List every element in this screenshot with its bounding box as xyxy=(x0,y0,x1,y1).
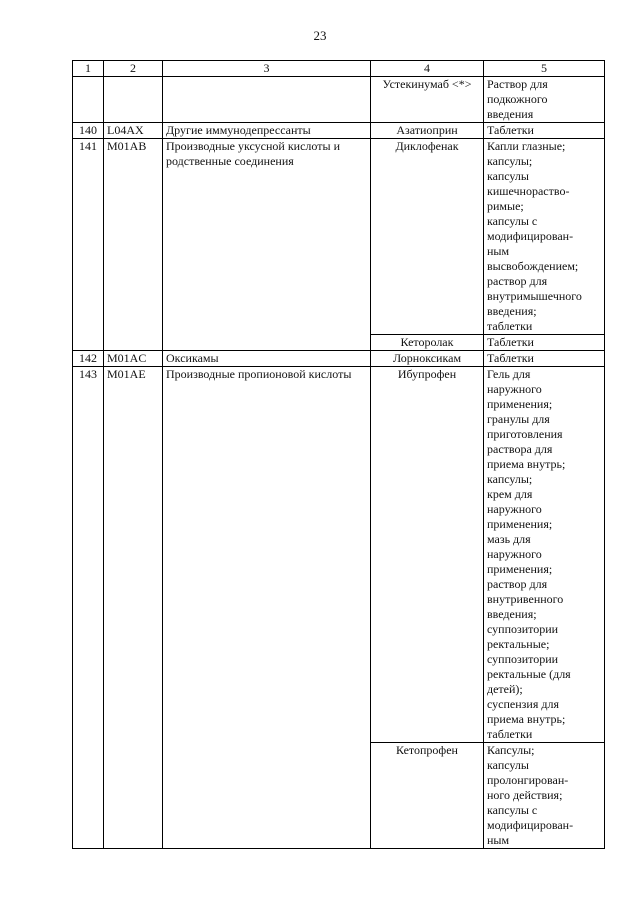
dosage-form-line: раствор для xyxy=(487,274,548,288)
drug-name-cell: Лорноксикам xyxy=(371,351,484,367)
table-row xyxy=(73,367,605,743)
dosage-form-line: капсулы с xyxy=(487,803,538,817)
dosage-form-line: детей); xyxy=(487,682,523,696)
dosage-form-line: ным xyxy=(487,833,510,847)
dosage-form-cell xyxy=(484,77,605,123)
column-header-4: 4 xyxy=(371,61,484,77)
group-name-cell: Другие иммунодепрессанты xyxy=(163,123,371,139)
dosage-form-line: применения; xyxy=(487,397,553,411)
row-number-cell: 140 xyxy=(73,123,104,139)
dosage-form-line: Капли глазные; xyxy=(487,139,566,153)
drug-name-cell: Устекинумаб <*> xyxy=(371,77,484,123)
column-header-3: 3 xyxy=(163,61,371,77)
column-header-2: 2 xyxy=(104,61,163,77)
dosage-form-line: пролонгирован- xyxy=(487,773,569,787)
dosage-form-line: приема внутрь; xyxy=(487,457,566,471)
dosage-form-line: введения; xyxy=(487,607,537,621)
dosage-form-line: суппозитории xyxy=(487,622,559,636)
drug-name-cell: Кетопрофен xyxy=(371,743,484,849)
drug-name-cell: Азатиоприн xyxy=(371,123,484,139)
dosage-form-line: ректальные (для xyxy=(487,667,571,681)
dosage-form-line: внутривенного xyxy=(487,592,564,606)
group-name-cell: Производные пропионовой кислоты xyxy=(163,367,371,849)
table-row xyxy=(73,77,605,123)
dosage-form-line: гранулы для xyxy=(487,412,550,426)
dosage-form-line: модифицирован- xyxy=(487,229,574,243)
row-number-cell: 143 xyxy=(73,367,104,849)
table-row xyxy=(73,123,605,139)
dosage-form-line: ным xyxy=(487,244,510,258)
group-name-cell: Оксикамы xyxy=(163,351,371,367)
dosage-form-cell xyxy=(484,351,605,367)
group-name-cell xyxy=(163,77,371,123)
dosage-form-line: модифицирован- xyxy=(487,818,574,832)
dosage-form-line: приготовления xyxy=(487,427,563,441)
dosage-form-line: Раствор для xyxy=(487,77,548,91)
dosage-form-line: применения; xyxy=(487,562,553,576)
dosage-form-line: высвобождением; xyxy=(487,259,579,273)
dosage-form-cell xyxy=(484,367,605,743)
drug-name-cell: Диклофенак xyxy=(371,139,484,335)
dosage-form-line: ректальные; xyxy=(487,637,550,651)
dosage-form-cell xyxy=(484,139,605,335)
dosage-form-line: наружного xyxy=(487,382,542,396)
dosage-form-line: капсулы xyxy=(487,169,529,183)
row-number-cell xyxy=(73,77,104,123)
dosage-form-line: ного действия; xyxy=(487,788,563,802)
dosage-form-line: раствор для xyxy=(487,577,548,591)
dosage-form-line: капсулы xyxy=(487,758,529,772)
atc-code-cell: L04AX xyxy=(104,123,163,139)
dosage-form-line: капсулы; xyxy=(487,472,533,486)
dosage-form-cell xyxy=(484,743,605,849)
column-header-1: 1 xyxy=(73,61,104,77)
page-number: 23 xyxy=(313,28,327,43)
dosage-form-line: кишечнораство- xyxy=(487,184,570,198)
dosage-form-line: раствора для xyxy=(487,442,553,456)
dosage-form-line: суспензия для xyxy=(487,697,559,711)
dosage-form-line: Таблетки xyxy=(487,123,534,137)
group-name-cell: Производные уксусной кислоты и родственные соединения xyxy=(163,139,371,351)
atc-code-cell: M01AC xyxy=(104,351,163,367)
dosage-form-line: капсулы с xyxy=(487,214,538,228)
dosage-form-line: Таблетки xyxy=(487,335,534,349)
table-row xyxy=(73,351,605,367)
atc-code-cell xyxy=(104,77,163,123)
header-row xyxy=(73,61,605,77)
drug-list-table xyxy=(72,60,605,849)
dosage-form-line: приема внутрь; xyxy=(487,712,566,726)
dosage-form-line: внутримышечного xyxy=(487,289,582,303)
dosage-form-line: Таблетки xyxy=(487,351,534,365)
dosage-form-line: Гель для xyxy=(487,367,531,381)
drug-name-cell: Кеторолак xyxy=(371,335,484,351)
dosage-form-line: введения xyxy=(487,107,534,121)
atc-code-cell: M01AB xyxy=(104,139,163,351)
dosage-form-cell xyxy=(484,335,605,351)
dosage-form-line: таблетки xyxy=(487,319,533,333)
dosage-form-line: таблетки xyxy=(487,727,533,741)
dosage-form-line: крем для xyxy=(487,487,533,501)
dosage-form-line: применения; xyxy=(487,517,553,531)
dosage-form-line: капсулы; xyxy=(487,154,533,168)
dosage-form-line: наружного xyxy=(487,502,542,516)
row-number-cell: 142 xyxy=(73,351,104,367)
dosage-form-line: введения; xyxy=(487,304,537,318)
dosage-form-line: наружного xyxy=(487,547,542,561)
dosage-form-line: Капсулы; xyxy=(487,743,535,757)
table-body xyxy=(73,77,605,849)
table-row xyxy=(73,139,605,335)
dosage-form-line: римые; xyxy=(487,199,524,213)
dosage-form-line: мазь для xyxy=(487,532,531,546)
dosage-form-cell xyxy=(484,123,605,139)
dosage-form-line: подкожного xyxy=(487,92,548,106)
dosage-form-line: суппозитории xyxy=(487,652,559,666)
atc-code-cell: M01AE xyxy=(104,367,163,849)
column-header-5: 5 xyxy=(484,61,605,77)
row-number-cell: 141 xyxy=(73,139,104,351)
drug-name-cell: Ибупрофен xyxy=(371,367,484,743)
